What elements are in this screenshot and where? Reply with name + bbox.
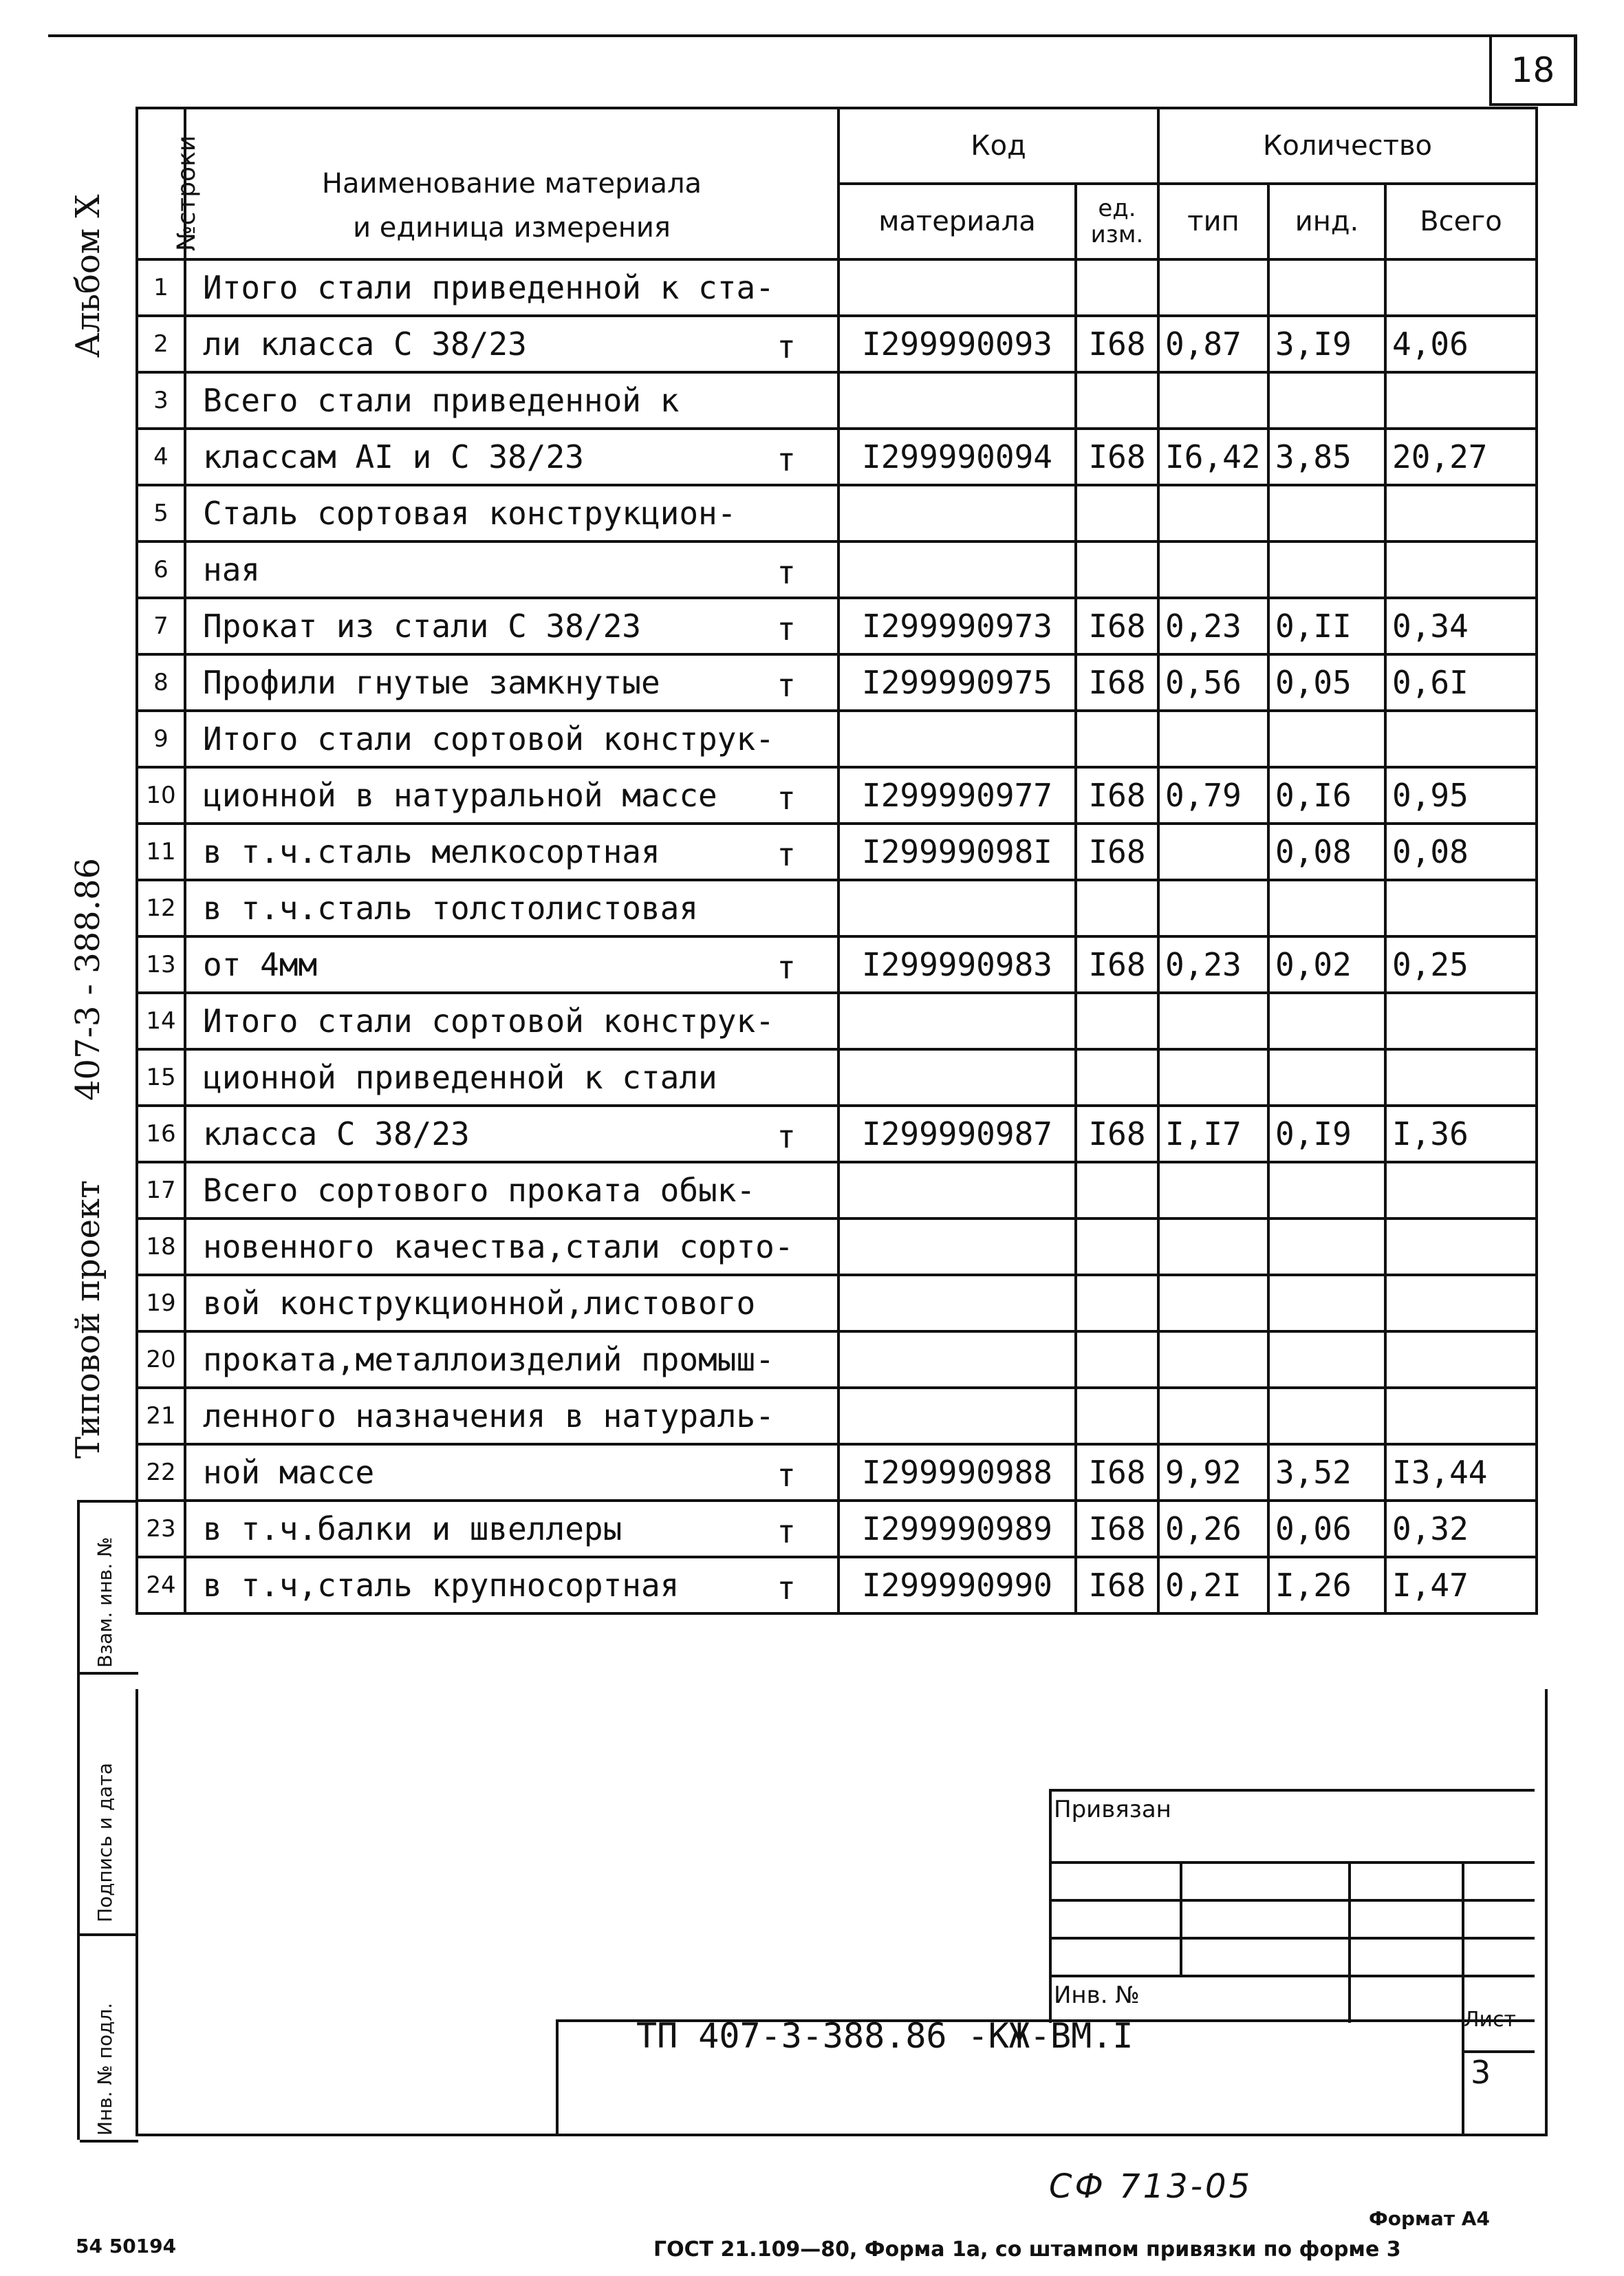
unit-code: I68 [1076,429,1158,485]
material-name: ционной в натуральной массе т [185,767,838,824]
row-number: 22 [137,1444,185,1501]
unit-code [1076,993,1158,1049]
material-name: ли класса С 38/23 т [185,316,838,372]
qty-type [1158,372,1268,429]
qty-ind: 0,02 [1268,936,1385,993]
orig-inv-label: Инв. № подл. [94,2002,116,2136]
header-name: Наименование материала и единица измерения [185,108,838,259]
unit-code: I68 [1076,316,1158,372]
attached-label: Привязан [1054,1796,1171,1823]
material-code [838,1388,1076,1444]
qty-total [1385,259,1537,316]
row-number: 20 [137,1331,185,1388]
table-row [137,1557,1537,1613]
material-code: I299990988 [838,1444,1076,1501]
row-number: 14 [137,993,185,1049]
unit-mark: т [777,949,796,986]
table-row [137,316,1537,372]
table-row [137,1331,1537,1388]
gost-reference: ГОСТ 21.109—80, Форма 1а, со штампом привязки по форме 3 [653,2237,1401,2262]
unit-code: I68 [1076,824,1158,880]
material-name: ленного назначения в натураль- [185,1388,838,1444]
qty-ind [1268,993,1385,1049]
qty-type [1158,1388,1268,1444]
material-name: Итого стали сортовой конструк- [185,993,838,1049]
project-type: Типовой проект [69,1180,107,1459]
unit-mark: т [777,441,796,478]
material-name: в т.ч.сталь толстолистовая [185,880,838,936]
row-number: 12 [137,880,185,936]
qty-ind [1268,1388,1385,1444]
unit-mark: т [777,780,796,817]
qty-type [1158,485,1268,541]
qty-total: 0,32 [1385,1501,1537,1557]
qty-total [1385,1275,1537,1331]
qty-type: 0,23 [1158,936,1268,993]
qty-ind [1268,1275,1385,1331]
table-row [137,711,1537,767]
qty-type [1158,1162,1268,1218]
qty-type [1158,1331,1268,1388]
unit-mark: т [777,328,796,365]
unit-mark: т [777,610,796,647]
row-number: 19 [137,1275,185,1331]
row-number: 24 [137,1557,185,1613]
header-code-material: материала [838,184,1076,259]
footer-left-code: 54 50194 [76,2235,177,2257]
qty-ind [1268,1049,1385,1106]
qty-ind: 3,85 [1268,429,1385,485]
unit-code [1076,372,1158,429]
qty-ind: 0,I6 [1268,767,1385,824]
qty-total: 0,34 [1385,598,1537,654]
qty-type [1158,1049,1268,1106]
qty-total [1385,711,1537,767]
material-name: Итого стали приведенной к ста- [185,259,838,316]
table-row [137,598,1537,654]
table-row [137,824,1537,880]
title-block [136,1689,1548,2136]
material-name: в т.ч.балки и швеллеры т [185,1501,838,1557]
table-row [137,936,1537,993]
qty-ind: 3,I9 [1268,316,1385,372]
qty-ind: I,26 [1268,1557,1385,1613]
row-number: 4 [137,429,185,485]
unit-code [1076,1162,1158,1218]
qty-total [1385,485,1537,541]
material-name: Всего сортового проката обык- [185,1162,838,1218]
material-code: I299990990 [838,1557,1076,1613]
qty-type: 0,87 [1158,316,1268,372]
row-number: 9 [137,711,185,767]
table-row [137,485,1537,541]
table-row [137,259,1537,316]
unit-code [1076,1218,1158,1275]
qty-total: 0,6I [1385,654,1537,711]
qty-total: I,36 [1385,1106,1537,1162]
unit-code [1076,1049,1158,1106]
qty-total: 0,08 [1385,824,1537,880]
material-name: вой конструкционной,листового [185,1275,838,1331]
table-row [137,1106,1537,1162]
qty-type [1158,824,1268,880]
material-name: от 4мм т [185,936,838,993]
material-name: новенного качества,стали сорто- [185,1218,838,1275]
row-number: 23 [137,1501,185,1557]
material-code [838,485,1076,541]
qty-total: 0,25 [1385,936,1537,993]
material-code [838,993,1076,1049]
qty-ind [1268,711,1385,767]
unit-mark: т [777,1513,796,1550]
unit-code [1076,711,1158,767]
material-name: классам AI и С 38/23 т [185,429,838,485]
row-number: 6 [137,541,185,598]
qty-total: 0,95 [1385,767,1537,824]
row-number: 3 [137,372,185,429]
qty-ind [1268,1218,1385,1275]
qty-total [1385,541,1537,598]
table-row [137,429,1537,485]
table-row [137,1049,1537,1106]
header-quantity: Количество [1158,108,1537,184]
sheet-label: Лист [1464,2008,1517,2032]
unit-code [1076,1388,1158,1444]
material-code [838,1218,1076,1275]
qty-type: I,I7 [1158,1106,1268,1162]
material-code [838,541,1076,598]
row-number: 17 [137,1162,185,1218]
material-code: I29999098I [838,824,1076,880]
approval-margin-block [77,1500,136,2140]
qty-type [1158,1275,1268,1331]
qty-total [1385,1218,1537,1275]
qty-type [1158,993,1268,1049]
material-code: I299990989 [838,1501,1076,1557]
document-code: ТП 407-3-388.86 -КЖ-ВМ.I [636,2016,1134,2056]
header-code-unit: ед. изм. [1076,184,1158,259]
qty-type: 9,92 [1158,1444,1268,1501]
table-row [137,993,1537,1049]
material-code [838,259,1076,316]
qty-total [1385,993,1537,1049]
row-number: 18 [137,1218,185,1275]
material-name: проката,металлоизделий промыш- [185,1331,838,1388]
table-row [137,372,1537,429]
unit-code [1076,541,1158,598]
format-label: Формат А4 [1369,2207,1490,2230]
row-number: 10 [137,767,185,824]
material-code [838,711,1076,767]
album-label: Альбом X [69,194,107,358]
unit-code: I68 [1076,598,1158,654]
material-code: I299990983 [838,936,1076,993]
material-code [838,880,1076,936]
qty-ind [1268,1331,1385,1388]
row-number: 5 [137,485,185,541]
qty-ind: 0,08 [1268,824,1385,880]
qty-type [1158,259,1268,316]
qty-total: 4,06 [1385,316,1537,372]
qty-type [1158,541,1268,598]
row-number: 7 [137,598,185,654]
unit-code: I68 [1076,767,1158,824]
unit-code [1076,485,1158,541]
qty-type: 0,2I [1158,1557,1268,1613]
row-number: 2 [137,316,185,372]
qty-ind: 0,06 [1268,1501,1385,1557]
material-code [838,1162,1076,1218]
qty-ind: 0,II [1268,598,1385,654]
qty-type: 0,26 [1158,1501,1268,1557]
qty-ind: 0,I9 [1268,1106,1385,1162]
row-number: 21 [137,1388,185,1444]
qty-total [1385,372,1537,429]
table-row [137,654,1537,711]
table-row [137,1388,1537,1444]
material-code: I299990977 [838,767,1076,824]
qty-total [1385,1049,1537,1106]
unit-code: I68 [1076,1106,1158,1162]
replace-inv-cell [80,1503,138,1675]
qty-type [1158,1218,1268,1275]
table-row [137,1275,1537,1331]
header-qty-total: Всего [1385,184,1537,259]
qty-ind [1268,541,1385,598]
material-name: Профили гнутые замкнутые т [185,654,838,711]
replace-inv-label: Взам. инв. № [94,1536,116,1668]
material-code: I299990987 [838,1106,1076,1162]
material-code [838,1275,1076,1331]
top-rule [48,34,1493,37]
qty-total: I,47 [1385,1557,1537,1613]
material-code: I299990093 [838,316,1076,372]
row-number: 15 [137,1049,185,1106]
signature-date-cell [80,1675,138,1936]
material-code: I299990973 [838,598,1076,654]
table-row [137,541,1537,598]
row-number: 8 [137,654,185,711]
handwritten-note: СФ 713-05 [1049,2167,1253,2206]
material-code [838,372,1076,429]
material-name: ной массе т [185,1444,838,1501]
qty-total [1385,1331,1537,1388]
header-row-number: №строки [137,108,185,259]
unit-mark: т [777,1457,796,1494]
material-name: Итого стали сортовой конструк- [185,711,838,767]
material-name: ная т [185,541,838,598]
signature-date-label: Подпись и дата [94,1763,116,1922]
material-code: I299990094 [838,429,1076,485]
material-name: ционной приведенной к стали [185,1049,838,1106]
unit-code [1076,880,1158,936]
material-name: Прокат из стали С 38/23 т [185,598,838,654]
header-qty-ind: инд. [1268,184,1385,259]
row-number: 1 [137,259,185,316]
unit-code: I68 [1076,654,1158,711]
qty-ind: 0,05 [1268,654,1385,711]
qty-ind: 3,52 [1268,1444,1385,1501]
material-name: в т.ч.сталь мелкосортная т [185,824,838,880]
page-number: 18 [1489,34,1577,106]
inv-no-label: Инв. № [1054,1982,1140,2009]
qty-type: I6,42 [1158,429,1268,485]
qty-total: I3,44 [1385,1444,1537,1501]
sheet-number: 3 [1471,2054,1491,2091]
unit-code [1076,1275,1158,1331]
unit-mark: т [777,554,796,591]
unit-code [1076,259,1158,316]
material-name: в т.ч,сталь крупносортная т [185,1557,838,1613]
qty-type [1158,711,1268,767]
unit-code: I68 [1076,936,1158,993]
row-number: 13 [137,936,185,993]
material-spec-table [136,107,1538,1615]
header-qty-type: тип [1158,184,1268,259]
material-code: I299990975 [838,654,1076,711]
qty-ind [1268,880,1385,936]
qty-type: 0,79 [1158,767,1268,824]
row-number: 11 [137,824,185,880]
project-code: 407-3 - 388.86 [69,857,107,1101]
qty-ind [1268,485,1385,541]
unit-mark: т [777,667,796,704]
qty-total [1385,880,1537,936]
table-row [137,880,1537,936]
table-row [137,1162,1537,1218]
material-name: класса С 38/23 т [185,1106,838,1162]
qty-type: 0,23 [1158,598,1268,654]
table-row [137,767,1537,824]
table-row [137,1501,1537,1557]
qty-total: 20,27 [1385,429,1537,485]
qty-total [1385,1162,1537,1218]
header-code: Код [838,108,1158,184]
qty-type: 0,56 [1158,654,1268,711]
material-name: Сталь сортовая конструкцион- [185,485,838,541]
unit-mark: т [777,1569,796,1607]
orig-inv-cell [80,1936,138,2143]
material-name: Всего стали приведенной к [185,372,838,429]
qty-ind [1268,372,1385,429]
row-number: 16 [137,1106,185,1162]
unit-code: I68 [1076,1557,1158,1613]
unit-code [1076,1331,1158,1388]
table-row [137,1444,1537,1501]
table-row [137,1218,1537,1275]
qty-ind [1268,259,1385,316]
unit-code: I68 [1076,1501,1158,1557]
qty-type [1158,880,1268,936]
unit-mark: т [777,1118,796,1155]
unit-mark: т [777,836,796,873]
material-code [838,1049,1076,1106]
material-code [838,1331,1076,1388]
qty-ind [1268,1162,1385,1218]
qty-total [1385,1388,1537,1444]
unit-code: I68 [1076,1444,1158,1501]
